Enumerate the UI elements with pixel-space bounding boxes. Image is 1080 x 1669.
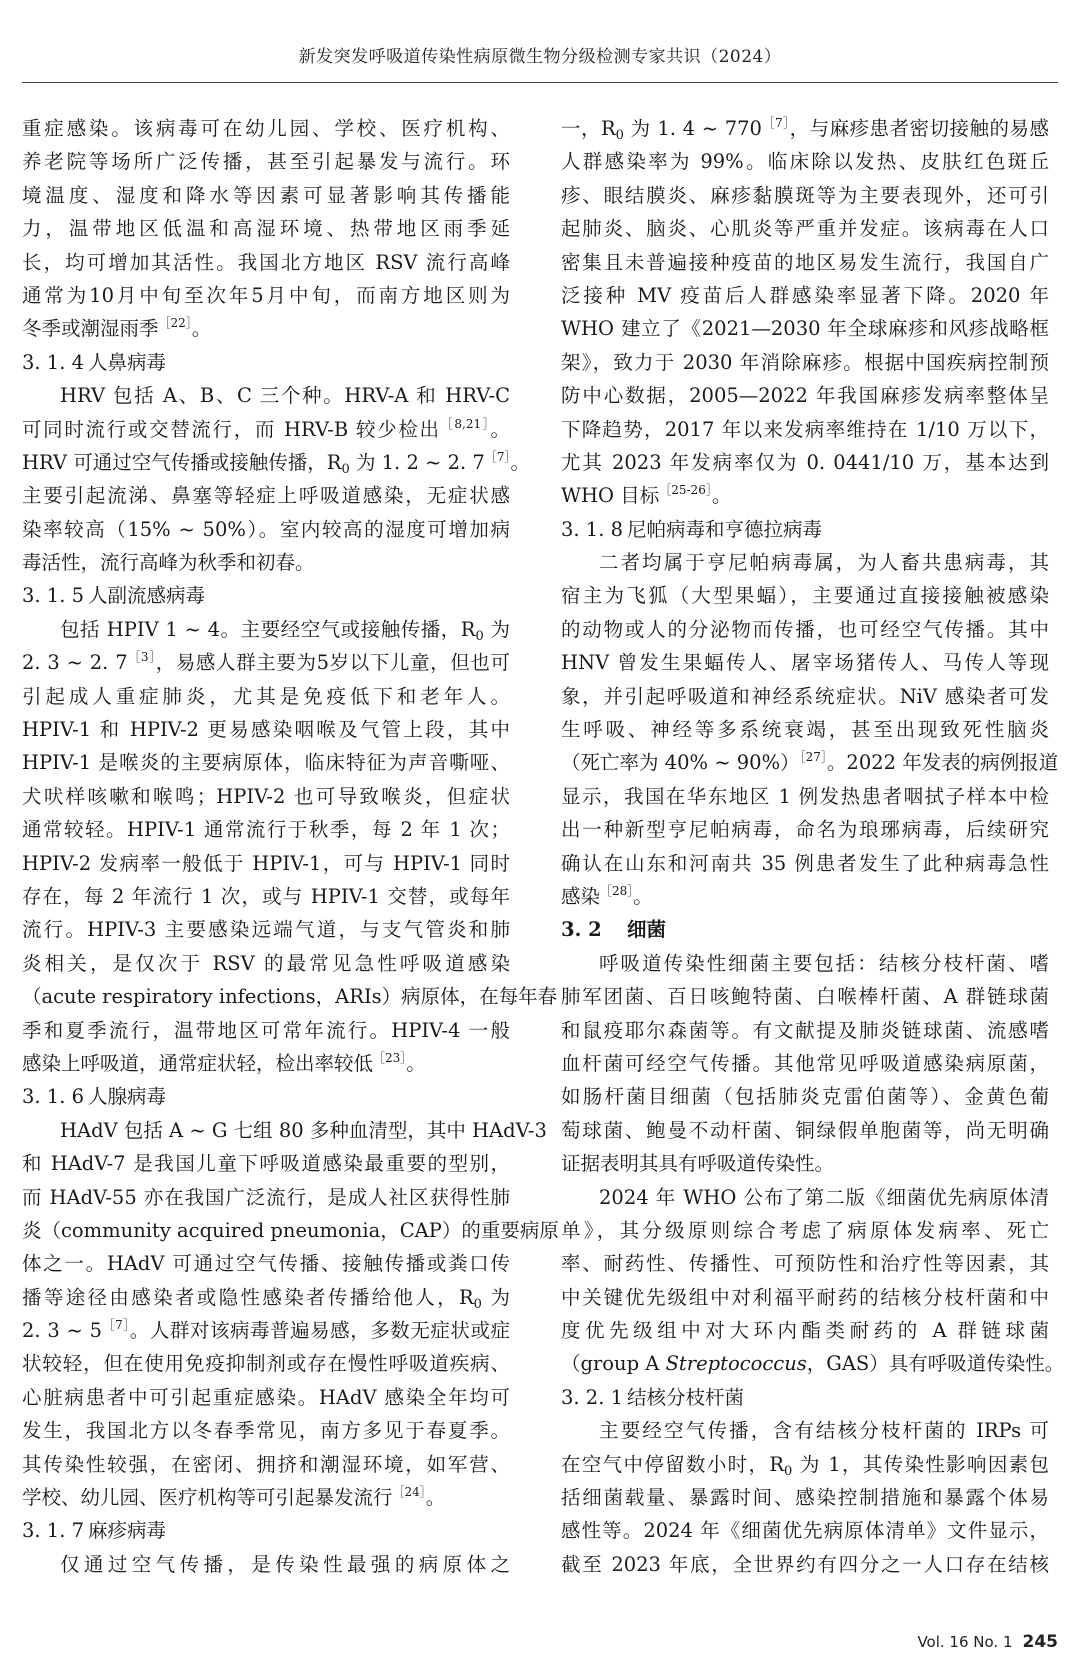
- line-text: 主要引起流涕、鼻塞等轻症上呼吸道感染，无症状感: [22, 484, 510, 508]
- text-line: [22, 1481, 510, 1514]
- line-text: 而 HAdV-55 亦在我国广泛流行，是成人社区获得性肺: [22, 1185, 510, 1209]
- text-line: [561, 479, 1049, 512]
- line-text: 出一种新型亨尼帕病毒，命名为琅琊病毒，后续研究: [561, 818, 1049, 842]
- line-text: 状较轻，但在使用免疫抑制剂或存在慢性呼吸道疾病、: [22, 1352, 510, 1376]
- text-line: [22, 1114, 547, 1147]
- section-heading: [561, 913, 1049, 946]
- line-text: 通常为10月中旬至次年5月中旬，而南方地区则为: [22, 283, 510, 307]
- text-line: [22, 1548, 510, 1581]
- text-line: [22, 746, 510, 779]
- text-line: [561, 279, 1049, 312]
- text-line: [22, 179, 510, 212]
- line-text: 度优先级组中对大环内酯类耐药的 A 群链球菌: [561, 1319, 1049, 1343]
- text-line: [22, 446, 530, 479]
- line-text: 确认在山东和河南共 35 例患者发生了此种病毒急性: [561, 851, 1049, 875]
- line-text: ，易感人群主要为5岁以下儿童，但也可: [155, 651, 511, 675]
- line-text: HNV 曾发生果蝠传人、屠宰场猪传人、马传人等现: [561, 651, 1049, 675]
- running-header: 新发突发呼吸道传染性病原微生物分级检测专家共识（2024）: [298, 47, 782, 67]
- line-text: 。: [633, 884, 653, 908]
- text-line: [22, 246, 510, 279]
- line-text: （group A: [561, 1352, 666, 1376]
- italic-term: Streptococcus: [665, 1352, 807, 1376]
- line-text: 血杆菌可经空气传播。其他常见呼吸道感染病原菌，: [561, 1051, 1049, 1075]
- line-text: 下降趋势，2017 年以来发病率维持在 1/10 万以下，: [561, 417, 1049, 441]
- section-number: 3. 2. 1: [561, 1385, 624, 1409]
- line-text: 感染上呼吸道，通常症状轻，检出率较低: [22, 1051, 374, 1075]
- text-line: [561, 847, 1049, 880]
- text-line: [561, 179, 1049, 212]
- line-text: 为: [483, 617, 511, 641]
- section-number: 3. 1. 5: [22, 584, 85, 608]
- line-text: 炎（community acquired pneumonia，CAP）的重要病原: [22, 1218, 559, 1242]
- page-number: 245: [1022, 1632, 1058, 1652]
- line-text: 生呼吸、神经等多系统衰竭，甚至出现致死性脑炎: [561, 718, 1049, 742]
- line-text: 发生，我国北方以冬春季常见，南方多见于春夏季。: [22, 1419, 510, 1443]
- section-title: 人鼻病毒: [88, 350, 167, 374]
- line-text: 为 1. 4 ~ 770: [623, 117, 762, 140]
- text-line: [561, 813, 1049, 846]
- subscript: 0: [784, 1463, 793, 1479]
- text-line: [561, 680, 1049, 713]
- text-line: [561, 646, 1049, 679]
- citation: ［3］: [127, 650, 156, 665]
- line-text: 在空气中停留数小时，R: [561, 1452, 785, 1476]
- section-heading: [22, 579, 510, 612]
- text-line: [561, 1114, 1049, 1147]
- line-text: 肺军团菌、百日咳鲍特菌、白喉棒杆菌、A 群链球菌: [561, 985, 1049, 1009]
- citation: ［25-26］: [659, 483, 712, 498]
- text-line: [561, 1314, 1049, 1347]
- line-text: 萄球菌、鲍曼不动杆菌、铜绿假单胞菌等，尚无明确: [561, 1118, 1049, 1142]
- line-text: 。: [191, 317, 212, 341]
- section-title: 麻疹病毒: [88, 1519, 167, 1543]
- citation: ［28］: [600, 883, 634, 898]
- line-text: 。2022 年发表的病例报道: [826, 751, 1059, 775]
- text-line: [561, 579, 1049, 612]
- line-text: 架》，致力于 2030 年消除麻疹。根据中国疾病控制预: [561, 350, 1049, 374]
- text-line: [22, 780, 510, 813]
- line-text: 仅通过空气传播，是传染性最强的病原体之: [60, 1552, 510, 1576]
- line-text: 2. 3 ~ 2. 7: [22, 651, 128, 675]
- line-text: 泛接种 MV 疫苗后人群感染率显著下降。2020 年: [561, 283, 1049, 307]
- line-text: 流行。HPIV-3 主要感染远端气道，与支气管炎和肺: [22, 918, 510, 942]
- line-text: 。人群对该病毒普遍易感，多数无症状或症: [129, 1319, 510, 1343]
- line-text: 存在，每 2 年流行 1 次，或与 HPIV-1 交替，或每年: [22, 884, 510, 908]
- text-line: [561, 1214, 1049, 1247]
- left-column: [22, 112, 559, 1581]
- line-text: 疹、眼结膜炎、麻疹黏膜斑等为主要表现外，还可引: [561, 183, 1049, 207]
- line-text: 和鼠疫耶尔森菌等。有文献提及肺炎链球菌、流感嗜: [561, 1018, 1049, 1042]
- section-number: 3. 1. 8: [561, 517, 624, 541]
- text-line: [22, 1347, 510, 1380]
- text-line: [561, 746, 1059, 779]
- text-line: [561, 1047, 1049, 1080]
- text-line: [561, 246, 1049, 279]
- text-line: [22, 546, 510, 579]
- line-text: HPIV-2 发病率一般低于 HPIV-1，可与 HPIV-1 同时: [22, 851, 510, 875]
- text-line: [22, 613, 510, 646]
- line-text: 心脏病患者中可引起重症感染。HAdV 感染全年均可: [22, 1385, 510, 1409]
- citation: ［7］: [101, 1318, 130, 1333]
- line-text: 学校、幼儿园、医疗机构等可引起暴发流行: [22, 1486, 393, 1510]
- line-text: 力，温带地区低温和高湿环境、热带地区雨季延: [22, 217, 510, 241]
- text-line: [561, 212, 1049, 245]
- line-text: 证据表明其具有呼吸道传染性。: [561, 1152, 835, 1176]
- text-line: [22, 813, 510, 846]
- text-line: [22, 1181, 510, 1214]
- line-text: ，GAS）具有呼吸道传染性。: [806, 1352, 1065, 1376]
- line-text: 播等途径由感染者或隐性感染者传播给他人，R: [22, 1285, 474, 1309]
- line-text: 截至 2023 年底，全世界约有四分之一人口存在结核: [561, 1552, 1049, 1576]
- line-text: 通常较轻。HPIV-1 通常流行于秋季，每 2 年 1 次；: [22, 818, 510, 842]
- line-text: 引起成人重症肺炎，尤其是免疫低下和老年人。: [22, 684, 510, 708]
- line-text: 其传染性较强，在密闭、拥挤和潮湿环境，如军营、: [22, 1452, 510, 1476]
- line-text: 养老院等场所广泛传播，甚至引起暴发与流行。环: [22, 150, 510, 174]
- text-line: [22, 279, 510, 312]
- text-line: [561, 880, 1049, 913]
- line-text: 括细菌载量、暴露时间、感染控制措施和暴露个体易: [561, 1486, 1049, 1510]
- line-text: 体之一。HAdV 可通过空气传播、接触传播或粪口传: [22, 1252, 510, 1276]
- section-heading: [561, 1381, 1049, 1414]
- text-line: [561, 780, 1049, 813]
- subscript: 0: [341, 461, 350, 477]
- line-text: 2. 3 ~ 5: [22, 1319, 102, 1343]
- text-line: [561, 1481, 1049, 1514]
- line-text: 显示，我国在华东地区 1 例发热患者咽拭子样本中检: [561, 784, 1049, 808]
- section-title: 人副流感病毒: [88, 584, 206, 608]
- section-heading: [22, 1514, 510, 1547]
- line-text: HRV 包括 A、B、C 三个种。HRV-A 和 HRV-C: [60, 384, 510, 408]
- text-line: [22, 1281, 510, 1314]
- line-text: 。: [490, 417, 510, 441]
- section-number: 3. 2: [561, 918, 602, 942]
- text-line: [561, 1281, 1049, 1314]
- section-number: 3. 1. 4: [22, 350, 85, 374]
- text-line: [561, 413, 1049, 446]
- text-line: [561, 980, 1049, 1013]
- line-text: 境温度、湿度和降水等因素可显著影响其传播能: [22, 183, 510, 207]
- text-line: [22, 479, 510, 512]
- header-rule: [22, 82, 1058, 83]
- section-number: 3. 1. 7: [22, 1519, 85, 1543]
- citation: ［7］: [761, 116, 790, 130]
- subscript: 0: [473, 1296, 482, 1312]
- text-line: [561, 1548, 1049, 1581]
- line-text: 季和夏季流行，温带地区可常年流行。HPIV-4 一般: [22, 1018, 510, 1042]
- section-title: 细菌: [627, 918, 667, 942]
- text-line: [22, 1381, 510, 1414]
- text-line: [561, 446, 1049, 479]
- line-text: 为 1，其传染性影响因素包: [792, 1452, 1049, 1476]
- text-line: [561, 1414, 1049, 1447]
- text-line: [561, 1014, 1049, 1047]
- text-line: [22, 1147, 510, 1180]
- section-title: 结核分枝杆菌: [627, 1385, 745, 1409]
- line-text: HPIV-1 和 HPIV-2 更易感染咽喉及气管上段，其中: [22, 718, 510, 742]
- subscript: 0: [475, 628, 484, 644]
- line-text: 染率较高（15% ~ 50%）。室内较高的湿度可增加病: [22, 517, 510, 541]
- text-line: [22, 913, 510, 946]
- section-number: 3. 1. 6: [22, 1085, 85, 1109]
- text-line: [22, 112, 510, 145]
- line-text: 感性等。2024 年《细菌优先病原体清单》文件显示，: [561, 1519, 1049, 1543]
- line-text: 象，并引起呼吸道和神经系统症状。NiV 感染者可发: [561, 684, 1049, 708]
- text-line: [22, 379, 510, 412]
- text-line: [22, 847, 510, 880]
- section-title: 尼帕病毒和亨德拉病毒: [627, 517, 823, 541]
- text-line: [22, 1414, 510, 1447]
- line-text: HRV 可通过空气传播或接触传播，R: [22, 450, 342, 474]
- text-line: [561, 1347, 1065, 1380]
- subscript: 0: [615, 128, 624, 143]
- text-line: [22, 1448, 510, 1481]
- text-line: [561, 1080, 1049, 1113]
- line-text: 密集且未普遍接种疫苗的地区易发生流行，我国自广: [561, 250, 1049, 274]
- text-line: [561, 312, 1049, 345]
- text-line: [22, 1314, 510, 1347]
- line-text: HAdV 包括 A ~ G 七组 80 多种血清型，其中 HAdV-3: [60, 1118, 547, 1142]
- page-footer: [917, 1632, 1058, 1652]
- text-line: [22, 646, 510, 679]
- line-text: （死亡率为 40% ~ 90%）: [561, 751, 800, 775]
- line-text: 中关键优先级组中对利福平耐药的结核分枝杆菌和中: [561, 1285, 1049, 1309]
- line-text: 防中心数据，2005—2022 年我国麻疹发病率整体呈: [561, 384, 1049, 408]
- line-text: 呼吸道传染性细菌主要包括：结核分枝杆菌、嗜: [599, 951, 1049, 975]
- line-text: 单》，其分级原则综合考虑了病原体发病率、死亡: [561, 1218, 1049, 1242]
- line-text: 长，均可增加其活性。我国北方地区 RSV 流行高峰: [22, 250, 510, 274]
- text-line: [561, 1181, 1049, 1214]
- line-text: 。: [425, 1486, 446, 1510]
- line-text: 冬季或潮湿雨季: [22, 317, 159, 341]
- citation: ［24］: [392, 1485, 426, 1500]
- line-text: ，与麻疹患者密切接触的易感: [789, 117, 1049, 140]
- text-line: [22, 413, 510, 446]
- section-heading: [22, 346, 510, 379]
- line-text: WHO 目标: [561, 484, 660, 508]
- line-text: 炎相关，是仅次于 RSV 的最常见急性呼吸道感染: [22, 951, 510, 975]
- line-text: HPIV-1 是喉炎的主要病原体，临床特征为声音嘶哑、: [22, 751, 510, 775]
- text-line: [22, 1047, 510, 1080]
- text-line: [561, 713, 1049, 746]
- text-line: [22, 713, 510, 746]
- line-text: 二者均属于亨尼帕病毒属，为人畜共患病毒，其: [599, 551, 1049, 575]
- line-text: 的动物或人的分泌物而传播，也可经空气传播。其中: [561, 617, 1049, 641]
- line-text: 尤其 2023 年发病率仅为 0. 0441/10 万，基本达到: [561, 450, 1049, 474]
- text-line: [561, 1448, 1049, 1481]
- line-text: 为: [481, 1285, 511, 1309]
- text-line: [22, 947, 510, 980]
- text-line: [22, 312, 510, 345]
- text-line: [22, 513, 510, 546]
- section-heading: [561, 513, 1049, 546]
- line-text: 人群感染率为 99%。临床除以发热、皮肤红色斑丘: [561, 150, 1049, 174]
- line-text: WHO 建立了《2021—2030 年全球麻疹和风疹战略框: [561, 317, 1049, 341]
- text-line: [22, 212, 510, 245]
- text-line: [561, 1247, 1049, 1280]
- text-line: [561, 1147, 1049, 1180]
- line-text: 重症感染。该病毒可在幼儿园、学校、医疗机构、: [22, 117, 510, 140]
- line-text: 。: [510, 450, 530, 474]
- text-line: [561, 613, 1049, 646]
- text-line: [561, 947, 1049, 980]
- text-line: [561, 546, 1049, 579]
- citation: ［27］: [799, 750, 827, 765]
- line-text: 毒活性，流行高峰为秋季和初春。: [22, 551, 315, 575]
- line-text: 一，R: [561, 117, 616, 140]
- text-line: [561, 145, 1049, 178]
- text-line: [22, 1247, 510, 1280]
- text-line: [22, 680, 510, 713]
- line-text: 和 HAdV-7 是我国儿童下呼吸道感染最重要的型别，: [22, 1152, 510, 1176]
- text-line: [22, 1014, 510, 1047]
- text-line: [22, 145, 510, 178]
- line-text: 为 1. 2 ~ 2. 7: [349, 450, 485, 474]
- text-line: [561, 346, 1049, 379]
- section-title: 人腺病毒: [88, 1085, 167, 1109]
- section-heading: [22, 1080, 510, 1113]
- text-line: [561, 112, 1049, 145]
- text-line: [561, 1514, 1049, 1547]
- volume-label: Vol. 16 No. 1: [917, 1633, 1013, 1651]
- text-line: [22, 980, 558, 1013]
- line-text: 起肺炎、脑炎、心肌炎等严重并发症。该病毒在人口: [561, 217, 1049, 241]
- line-text: 感染: [561, 884, 601, 908]
- citation: ［23］: [373, 1050, 407, 1065]
- line-text: 2024 年 WHO 公布了第二版《细菌优先病原体清: [599, 1185, 1049, 1209]
- line-text: 犬吠样咳嗽和喉鸣；HPIV-2 也可导致喉炎，但症状: [22, 784, 510, 808]
- text-line: [22, 880, 510, 913]
- line-text: 率、耐药性、传播性、可预防性和治疗性等因素，其: [561, 1252, 1049, 1276]
- citation: ［8,21］: [440, 416, 491, 431]
- text-line: [561, 379, 1049, 412]
- line-text: 宿主为飞狐（大型果蝠），主要通过直接接触被感染: [561, 584, 1049, 608]
- right-column: [561, 112, 1065, 1581]
- line-text: 。: [406, 1051, 426, 1075]
- citation: ［22］: [158, 316, 192, 331]
- line-text: 。: [711, 484, 732, 508]
- line-text: 可同时流行或交替流行，而 HRV-B 较少检出: [22, 417, 441, 441]
- citation: ［7］: [484, 449, 511, 464]
- line-text: （acute respiratory infections，ARIs）病原体，在每年春: [22, 985, 558, 1009]
- line-text: 如肠杆菌目细菌（包括肺炎克雷伯菌等）、金黄色葡: [561, 1085, 1049, 1109]
- text-line: [22, 1214, 559, 1247]
- line-text: 主要经空气传播，含有结核分枝杆菌的 IRPs 可: [599, 1419, 1049, 1443]
- line-text: 包括 HPIV 1 ~ 4。主要经空气或接触传播，R: [60, 617, 476, 641]
